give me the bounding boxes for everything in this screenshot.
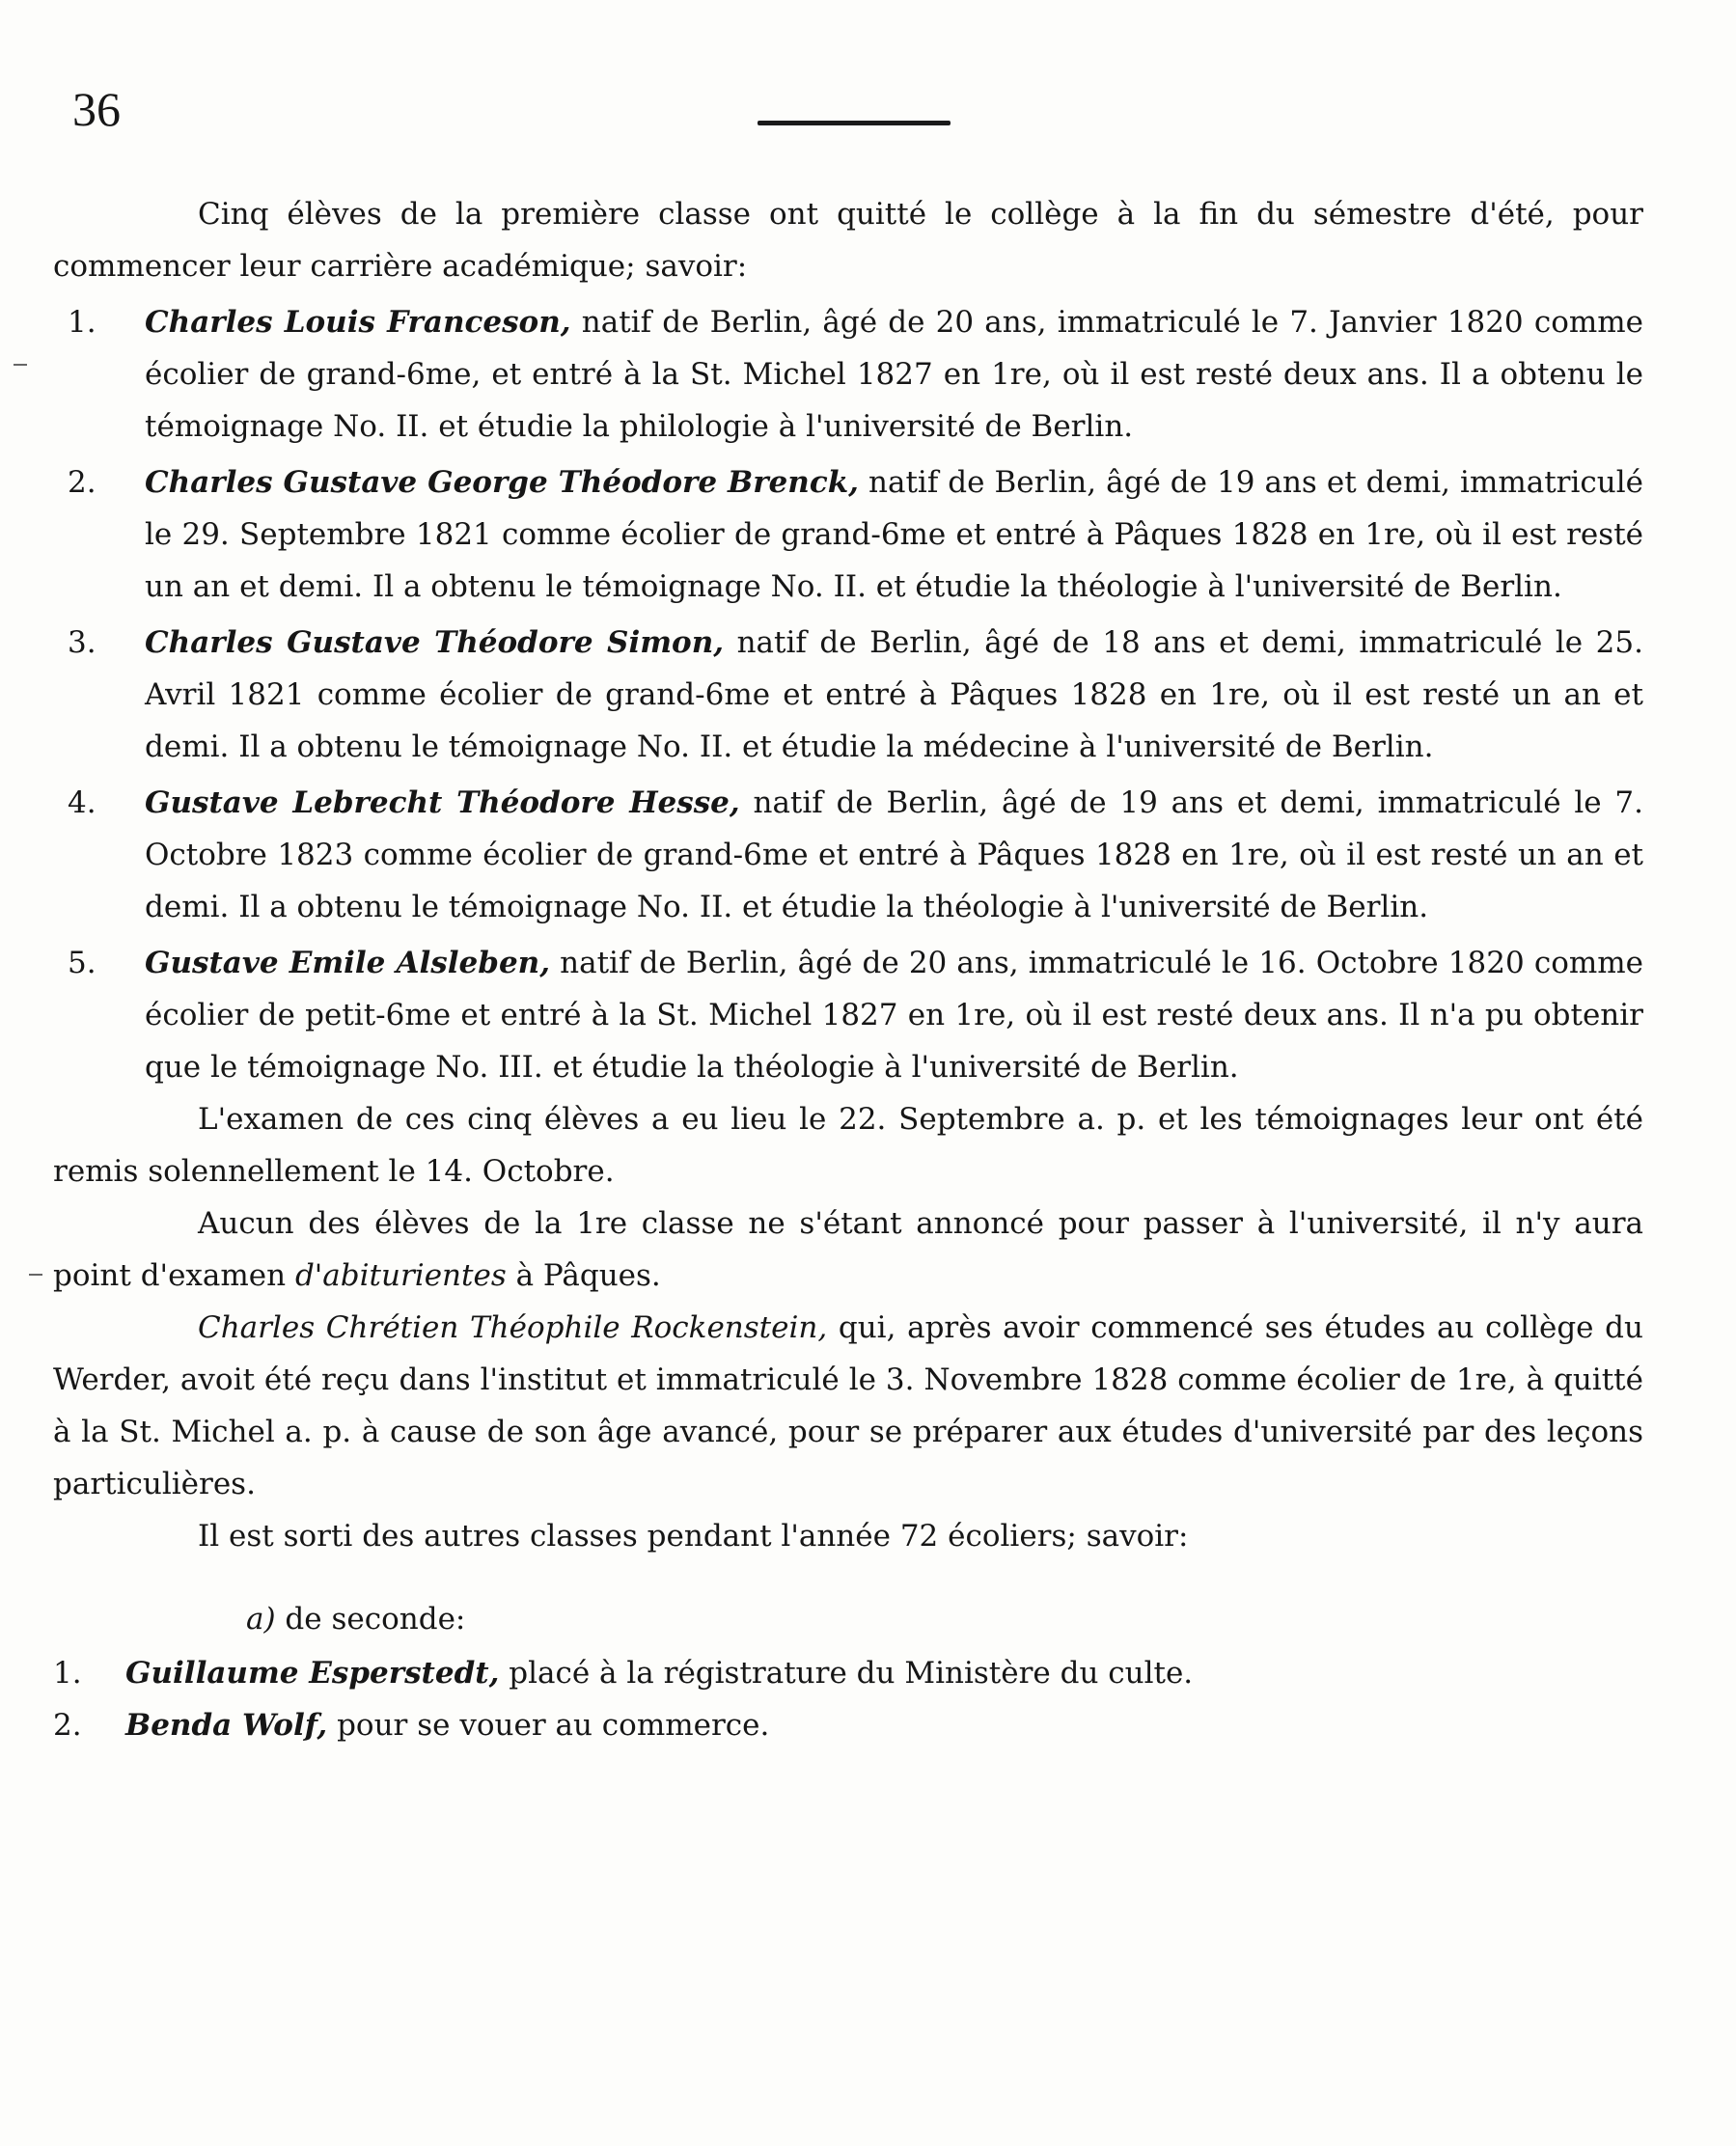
margin-mark	[14, 364, 27, 366]
intro-paragraph: Cinq élèves de la première classe ont quitté le collège à la fin du sémestre d'été, pour commencer leur carrière académique; savoir:	[53, 197, 1643, 284]
entry-number: 1.	[68, 305, 96, 340]
entry-number: 3.	[68, 625, 96, 660]
subsection-letter: a)	[246, 1602, 276, 1637]
student-entry	[53, 937, 1643, 1093]
student-name: Gustave Emile Alsleben,	[145, 946, 550, 980]
margin-mark	[29, 1274, 42, 1276]
entry-number: 2.	[68, 465, 96, 500]
pupil-entry	[53, 1699, 1643, 1751]
student-name: Charles Louis Franceson,	[145, 305, 571, 340]
student-entry	[53, 456, 1643, 613]
rockenstein-details: qui, après avoir commencé ses études au collège du Werder, avoit été reçu dans l'institut et immatriculé le 3. Novembre 1828 comme écolier de 1re, à quitté à la St. Michel a. p. à cause de son âge avancé, pour se préparer aux études d'université par des leçons particulières.	[53, 1310, 1643, 1501]
exam-paragraph: L'examen de ces cinq élèves a eu lieu le 22. Septembre a. p. et les témoignages leur ont été remis solennellement le 14. Octobre.	[53, 1102, 1643, 1189]
student-name: Charles Gustave Théodore Simon,	[145, 625, 725, 660]
student-name: Gustave Lebrecht Théodore Hesse,	[145, 785, 740, 820]
pupil-name: Benda Wolf,	[125, 1708, 328, 1743]
student-entry	[53, 777, 1643, 933]
student-details: natif de Berlin, âgé de 19 ans et demi, immatriculé le 7. Octobre 1823 comme écolier de grand-6me et entré à Pâques 1828 en 1re, où il est resté un an et demi. Il a obtenu le témoignage No. II. et étudie la théologie à l'université de Berlin.	[145, 785, 1643, 924]
rockenstein-name: Charles Chrétien Théophile Rockenstein,	[198, 1310, 828, 1345]
entry-number: 5.	[68, 946, 96, 980]
entry-number: 2.	[53, 1708, 82, 1743]
no-exam-text-start: Aucun des élèves de la 1re classe ne s'étant annoncé pour passer à l'université, il n'y aura point d'examen	[53, 1206, 1643, 1293]
subsection-label: de seconde:	[275, 1602, 466, 1637]
page-number: 36	[72, 82, 121, 136]
student-details: natif de Berlin, âgé de 19 ans et demi, immatriculé le 29. Septembre 1821 comme écolier de grand-6me et entré à Pâques 1828 en 1re, où il est resté un an et demi. Il a obtenu le témoignage No. II. et étudie la théologie à l'université de Berlin.	[145, 465, 1644, 604]
entry-number: 4.	[68, 785, 96, 820]
pupil-entry	[53, 1647, 1643, 1699]
abiturientes-term: d'abiturientes	[294, 1258, 507, 1293]
student-details: natif de Berlin, âgé de 18 ans et demi, immatriculé le 25. Avril 1821 comme écolier de grand-6me et entré à Pâques 1828 en 1re, où il est resté un an et demi. Il a obtenu le témoignage No. II. et étudie la médecine à l'université de Berlin.	[145, 625, 1643, 764]
rockenstein-paragraph	[53, 1302, 1643, 1510]
entry-number: 1.	[53, 1656, 82, 1691]
no-exam-text-end: à Pâques.	[506, 1258, 661, 1293]
no-exam-paragraph	[53, 1197, 1643, 1302]
student-details: natif de Berlin, âgé de 20 ans, immatriculé le 16. Octobre 1820 comme écolier de petit-6me et entré à la St. Michel 1827 en 1re, où il est resté deux ans. Il n'a pu obtenir que le témoignage No. III. et étudie la théologie à l'université de Berlin.	[145, 946, 1643, 1085]
student-details: natif de Berlin, âgé de 20 ans, immatriculé le 7. Janvier 1820 comme écolier de grand-6me, et entré à la St. Michel 1827 en 1re, où il est resté deux ans. Il a obtenu le témoignage No. II. et étudie la philologie à l'université de Berlin.	[145, 305, 1644, 444]
pupil-details: placé à la régistrature du Ministère du culte.	[499, 1656, 1194, 1691]
pupil-details: pour se vouer au commerce.	[327, 1708, 770, 1743]
body-text	[53, 188, 1643, 1751]
pupil-name: Guillaume Esperstedt,	[125, 1656, 500, 1691]
header-rule	[758, 121, 951, 125]
student-entry	[53, 617, 1643, 773]
subsection-heading	[53, 1593, 1643, 1645]
other-classes-paragraph: Il est sorti des autres classes pendant l'année 72 écoliers; savoir:	[198, 1519, 1189, 1554]
student-entry	[53, 296, 1643, 453]
student-name: Charles Gustave George Théodore Brenck,	[145, 465, 859, 500]
